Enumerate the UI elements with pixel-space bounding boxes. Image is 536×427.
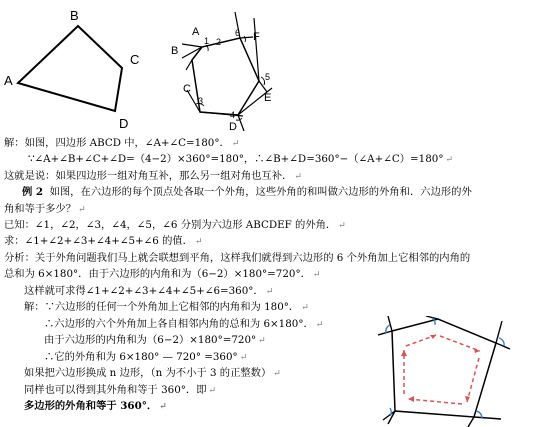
- vertex-label-E: E: [264, 92, 272, 104]
- example-label: 例 2: [22, 186, 44, 198]
- text-line-16: 同样也可以得到其外角和等于 360°．即 ↵: [24, 384, 217, 396]
- vertex-label-C: C: [183, 83, 191, 95]
- text-line-14: ∴它的外角和为 6×180° — 720° =360° ↵: [44, 351, 248, 363]
- angle-label-3: 3: [198, 96, 204, 106]
- vertex-label-D: D: [229, 121, 237, 133]
- angle-label-4: 4: [230, 110, 236, 120]
- text-line-6: 已知：∠1，∠2，∠3，∠4，∠5，∠6 分别为六边形 ABCDEF 的外角． ↵: [4, 219, 346, 231]
- vertex-label-A: A: [192, 26, 200, 38]
- extension-lines: [378, 316, 510, 427]
- text-line-13: 由于六边形的内角和为（6−2）×180°=720° ↵: [44, 334, 266, 346]
- angle-label-2: 2: [216, 37, 222, 47]
- text-line-15: 如果把六边形换成 n 边形，（n 为不小于 3 的正整数） ↵: [24, 367, 281, 379]
- angle-label-5: 5: [265, 72, 271, 82]
- text-line-9: 总和为 6×180°．由于六边形的内角和为（6−2）×180°=720°． ↵: [4, 268, 321, 280]
- text-line-11: 解：∵六边形的任何一个外角加上它相邻的内角和为 180°． ↵: [24, 301, 309, 313]
- angle-arcs: [196, 36, 265, 120]
- text-line-7: 求：∠1+∠2+∠3+∠4+∠5+∠6 的值． ↵: [4, 235, 203, 247]
- text-line-2: ∵∠A+∠B+∠C+∠D=（4−2）×360°=180°，∴∠B+∠D=360°−（∠A+∠C）=180° ↵: [28, 153, 454, 165]
- angle-label-1: 1: [204, 36, 210, 46]
- vertex-label-F: F: [253, 31, 260, 43]
- vertex-label-C: C: [130, 52, 140, 67]
- text-line-4: 例 2 如图，在六边形的每个顶点处各取一个外角，这些外角的和叫做六边形的外角和．六边形的外: [22, 186, 472, 198]
- polygon-outline: [392, 319, 496, 417]
- text-line-17: 多边形的外角和等于 360°． ↵: [24, 400, 167, 412]
- text-line-8: 分析：关于外角问题我们马上就会联想到平角，这样我们就得到六边形的 6 个外角加上它相邻的内角的: [4, 252, 471, 264]
- vertex-label-B: B: [171, 45, 179, 57]
- vertex-label-D: D: [119, 116, 129, 130]
- vertex-label-B: B: [70, 8, 79, 23]
- angle-label-6: 6: [235, 28, 241, 38]
- quadrilateral-ABCD: [18, 26, 122, 111]
- exterior-angle-figure: [378, 316, 536, 427]
- text-line-12: ∴六边形的六个外角加上各自相邻内角的总和为 6×180°． ↵: [44, 318, 324, 330]
- text-line-1: 解：如图，四边形 ABCD 中，∠A+∠C=180°． ↵: [4, 137, 240, 149]
- text-line-10: 这样就可求得∠1+∠2+∠3+∠4+∠5+∠6=360°． ↵: [24, 285, 274, 297]
- quadrilateral-figure: [0, 0, 170, 130]
- hexagon-figure: [168, 0, 298, 134]
- text-line-5: 角和等于多少？ ↵: [4, 203, 86, 215]
- text-line-3: 这就是说：如果四边形一组对角互补，那么另一组对角也互补． ↵: [4, 170, 302, 182]
- dashed-arrows: [404, 335, 480, 404]
- arrowheads: [401, 335, 480, 402]
- vertex-label-A: A: [4, 73, 13, 88]
